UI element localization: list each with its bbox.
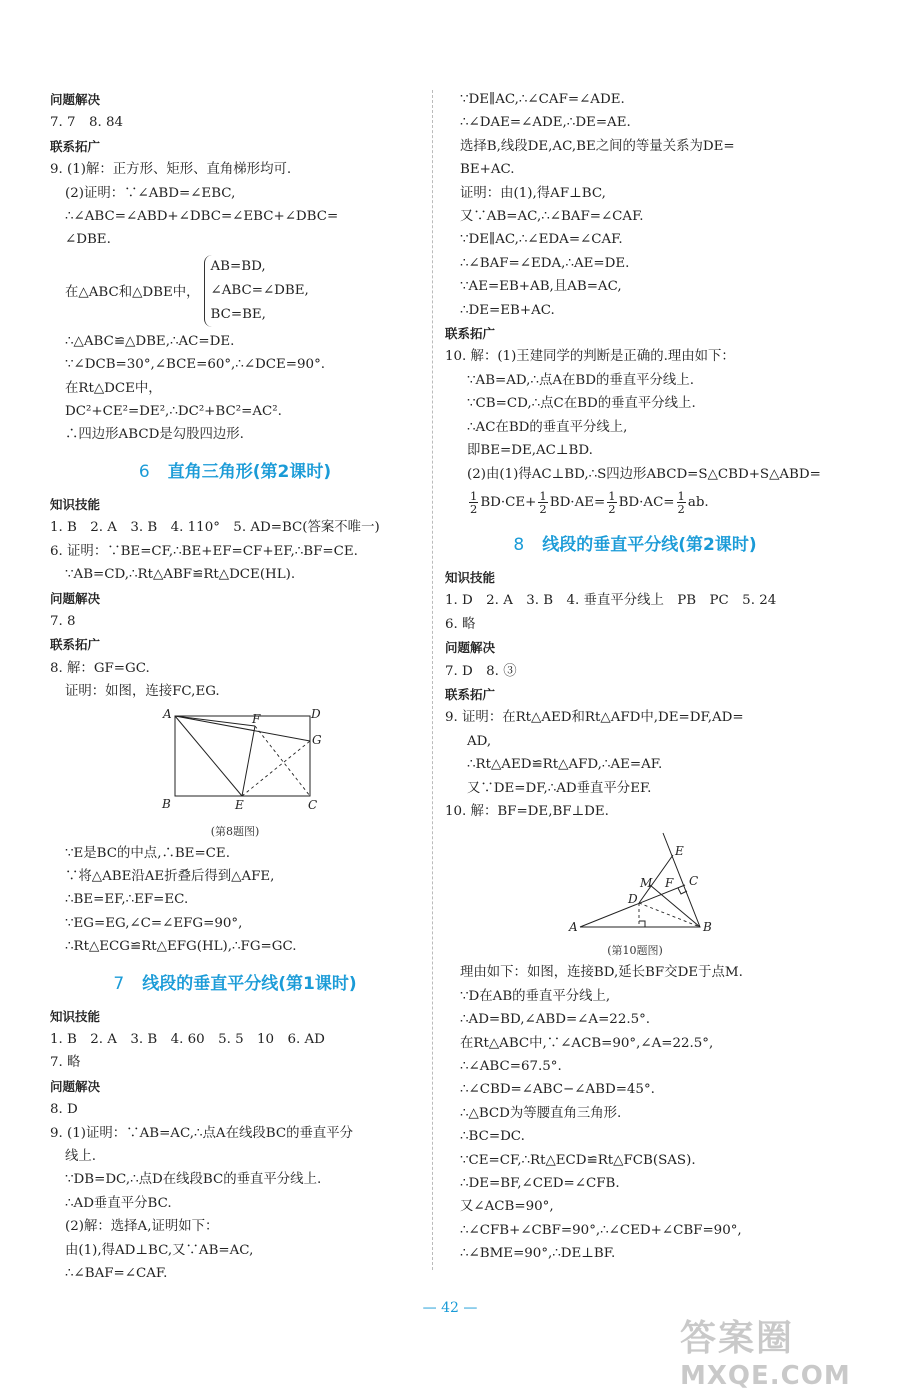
section-number: 7 — [113, 973, 125, 994]
text-line: 7. 8 — [50, 613, 76, 629]
text-line: 选择B,线段DE,AC,BE之间的等量关系为DE= — [460, 138, 735, 154]
section-number: 6 — [138, 461, 150, 482]
text-line: 9. (1)证明：∵AB=AC,∴点A在线段BC的垂直平分 — [50, 1125, 354, 1141]
label-a: A — [163, 707, 172, 721]
text-line: 1. D 2. A 3. B 4. 垂直平分线上 PB PC 5. 24 — [445, 593, 777, 609]
label-c: C — [308, 797, 318, 812]
text-line: ∵DB=DC,∴点D在线段BC的垂直平分线上. — [65, 1172, 322, 1188]
watermark-logo — [680, 1310, 890, 1391]
dashed-fc — [255, 726, 310, 796]
text-line: DC²+CE²=DE²,∴DC²+BC²=AC². — [65, 404, 282, 420]
label-d: D — [628, 892, 638, 907]
text-line: 即BE=DE,AC⊥BD. — [467, 443, 593, 459]
text-line: 7. D 8. ③ — [445, 663, 517, 679]
text-line: ∵DE∥AC,∴∠CAF=∠ADE. — [460, 92, 625, 107]
heading-wenti: 问题解决 — [50, 92, 101, 107]
text-line: ∵AB=AD,∴点A在BD的垂直平分线上. — [467, 372, 694, 388]
text-line: ∴∠BAF=∠EDA,∴AE=DE. — [460, 255, 630, 271]
text-line: ∴△BCD为等腰直角三角形. — [460, 1105, 622, 1121]
heading-wenti: 问题解决 — [50, 590, 101, 606]
text-line: ∴DE=EB+AC. — [460, 302, 555, 318]
text-line: 又∵AB=AC,∴∠BAF=∠CAF. — [460, 209, 644, 225]
figure-caption: (第10题图) — [607, 944, 663, 958]
brace-system — [50, 255, 420, 327]
text-line: ∴Rt△AED≌Rt△AFD,∴AE=AF. — [467, 757, 663, 773]
text-line: 在Rt△ABC中,∵∠ACB=90°,∠A=22.5°, — [460, 1035, 714, 1051]
figure-10-diagram — [445, 827, 825, 939]
right-column — [445, 88, 825, 1266]
text-line: (2)由(1)得AC⊥BD,∴S四边形ABCD=S△CBD+S△ABD= — [467, 466, 821, 482]
text-line: ∴∠DAE=∠ADE,∴DE=AE. — [460, 115, 631, 131]
text-line: 1. B 2. A 3. B 4. 110° 5. AD=BC(答案不唯一) — [50, 520, 380, 536]
label-b: B — [703, 920, 712, 935]
text-line: 8. D — [50, 1102, 78, 1118]
segment-fe — [242, 726, 255, 796]
figure-10 — [445, 827, 825, 959]
text-line: 8. 解：GF=GC. — [50, 660, 150, 676]
text-line: ∠DBE. — [65, 232, 111, 248]
text-line: 7. 略 — [50, 1055, 81, 1071]
dashed-eg — [242, 741, 310, 796]
segment-af — [175, 716, 255, 726]
text-line: 9. (1)解：正方形、矩形、直角梯形均可. — [50, 162, 292, 178]
text-line: ∴△ABC≌△DBE,∴AC=DE. — [65, 333, 235, 349]
heading-zhishi: 知识技能 — [445, 569, 496, 585]
fraction: $\frac{1}{2}$ — [539, 488, 547, 516]
page-number: — 42 — — [422, 1300, 478, 1316]
text-line: 6. 略 — [445, 616, 476, 632]
fraction: $\frac{1}{2}$ — [608, 488, 616, 516]
label-e: E — [675, 844, 684, 859]
label-d: D — [311, 707, 321, 721]
text-line: 10. 解：(1)王建同学的判断是正确的.理由如下： — [445, 349, 735, 365]
left-column — [50, 88, 420, 1285]
brace-line: ∠ABC=∠DBE, — [210, 282, 309, 298]
segment-bm — [650, 885, 700, 927]
label-e: E — [235, 797, 244, 812]
brace-prefix: 在△ABC和△DBE中， — [65, 285, 200, 301]
text-line: ∴AD=BD,∠ABD=∠A=22.5°. — [460, 1012, 651, 1028]
text-line: ∵AE=EB+AB,且AB=AC, — [460, 279, 622, 295]
label-f: F — [252, 711, 261, 726]
heading-lianxi: 联系拓广 — [445, 326, 496, 342]
text-line: 在Rt△DCE中， — [65, 380, 162, 396]
section-title-text: 线段的垂直平分线(第1课时) — [142, 973, 357, 994]
figure-caption: (第8题图) — [210, 824, 260, 838]
section-title-8 — [445, 530, 825, 560]
text-line: ∴∠BME=90°,∴DE⊥BF. — [460, 1246, 616, 1262]
segment-ae — [175, 716, 242, 796]
fraction: $\frac{1}{2}$ — [470, 488, 478, 516]
label-g: G — [312, 732, 322, 747]
text-line: ∴BE=EF,∴EF=EC. — [65, 892, 189, 908]
brace-line: BC=BE, — [210, 306, 266, 322]
text-line: ∵∠DCB=30°,∠BCE=60°,∴∠DCE=90°. — [65, 357, 326, 373]
segment-ag — [175, 716, 310, 741]
section-title-6 — [50, 457, 420, 487]
text-line: ∵EG=EG,∠C=∠EFG=90°, — [65, 915, 243, 931]
text-line: BE+AC. — [460, 162, 515, 178]
text-line: 线上. — [65, 1149, 97, 1164]
text-line: ∴Rt△ECG≌Rt△EFG(HL),∴FG=GC. — [65, 939, 297, 955]
text-line: ∵DE∥AC,∴∠EDA=∠CAF. — [460, 232, 623, 248]
heading-zhishi: 知识技能 — [50, 496, 101, 512]
section-title-text: 直角三角形(第2课时) — [167, 461, 332, 482]
heading-wenti: 问题解决 — [50, 1078, 101, 1094]
text-line: ∴∠BAF=∠CAF. — [65, 1266, 168, 1282]
section-title-7 — [50, 969, 420, 999]
brace-line: AB=BD, — [210, 258, 266, 274]
figure-8 — [50, 708, 420, 840]
figure-8-diagram — [50, 708, 420, 820]
text-line: (2)解：选择A,证明如下： — [65, 1219, 219, 1235]
text-line: ∴BC=DC. — [460, 1129, 525, 1145]
heading-lianxi: 联系拓广 — [50, 138, 101, 154]
heading-lianxi: 联系拓广 — [445, 686, 496, 702]
text-line: 由(1),得AD⊥BC,又∵AB=AC, — [65, 1242, 254, 1258]
text-line: 7. 7 8. 84 — [50, 115, 124, 131]
brace-group — [204, 255, 309, 327]
heading-lianxi: 联系拓广 — [50, 637, 101, 653]
text-line: AD, — [467, 733, 492, 749]
text-line: 又∵DE=DF,∴AD垂直平分EF. — [467, 780, 652, 796]
text-line: 1. B 2. A 3. B 4. 60 5. 5 10 6. AD — [50, 1031, 325, 1047]
text-line: 10. 解：BF=DE,BF⊥DE. — [445, 803, 609, 819]
text-line: ∴∠ABC=∠ABD+∠DBC=∠EBC+∠DBC= — [65, 209, 339, 225]
label-b: B — [162, 796, 171, 811]
text-line: 6. 证明：∵BE=CF,∴BE+EF=CF+EF,∴BF=CE. — [50, 543, 358, 559]
text-line: ∵E是BC的中点,∴BE=CE. — [65, 845, 230, 861]
watermark-url: MXQE.COM — [680, 1361, 851, 1391]
text-line: ∵D在AB的垂直平分线上, — [460, 988, 611, 1004]
text-line: 理由如下：如图，连接BD,延长BF交DE于点M. — [460, 965, 743, 981]
right-angle-mark — [639, 921, 645, 927]
fraction: $\frac{1}{2}$ — [677, 488, 685, 516]
text-line: 9. 证明：在Rt△AED和Rt△AFD中,DE=DF,AD= — [445, 710, 744, 726]
text-line: (2)证明：∵∠ABD=∠EBC, — [65, 185, 236, 201]
text-line: ∵CB=CD,∴点C在BD的垂直平分线上. — [467, 396, 696, 412]
label-m: M — [640, 876, 653, 891]
column-divider — [432, 90, 433, 1270]
text-line: ∵AB=CD,∴Rt△ABF≌Rt△DCE(HL). — [65, 567, 296, 583]
text-line: ∵CE=CF,∴Rt△ECD≌Rt△FCB(SAS). — [460, 1152, 696, 1168]
label-a: A — [569, 920, 578, 935]
text-line: ∴AD垂直平分BC. — [65, 1195, 172, 1211]
text-line: ∴AC在BD的垂直平分线上, — [467, 419, 628, 435]
heading-zhishi: 知识技能 — [50, 1008, 101, 1024]
label-c: C — [689, 874, 699, 889]
fraction-line: $\frac{1}{2}$ BD·CE+ $\frac{1}{2}$ BD·AE= $\frac{1}{2}$ BD·AC= $\frac{1}{2}$ ab. — [470, 488, 709, 516]
text-line: ∴∠ABC=67.5°. — [460, 1059, 562, 1074]
text-line: 证明：由(1),得AF⊥BC, — [460, 185, 606, 201]
watermark-text: 答案圈 — [680, 1318, 795, 1359]
section-number: 8 — [513, 534, 525, 555]
section-title-text: 线段的垂直平分线(第2课时) — [542, 534, 757, 555]
dashed-bd — [639, 903, 700, 927]
heading-wenti: 问题解决 — [445, 640, 496, 656]
text-line: 又∠ACB=90°, — [460, 1199, 554, 1215]
text-line: 证明：如图，连接FC,EG. — [65, 684, 220, 700]
text-line: ∵将△ABE沿AE折叠后得到△AFE, — [65, 868, 275, 884]
text-line: ∴DE=BF,∠CED=∠CFB. — [460, 1176, 620, 1192]
text-line: ∴∠CBD=∠ABC−∠ABD=45°. — [460, 1082, 655, 1098]
text-line: ∴∠CFB+∠CBF=90°,∴∠CED+∠CBF=90°, — [460, 1222, 742, 1238]
text-line: ∴四边形ABCD是勾股四边形. — [65, 427, 244, 443]
label-f: F — [665, 876, 674, 891]
